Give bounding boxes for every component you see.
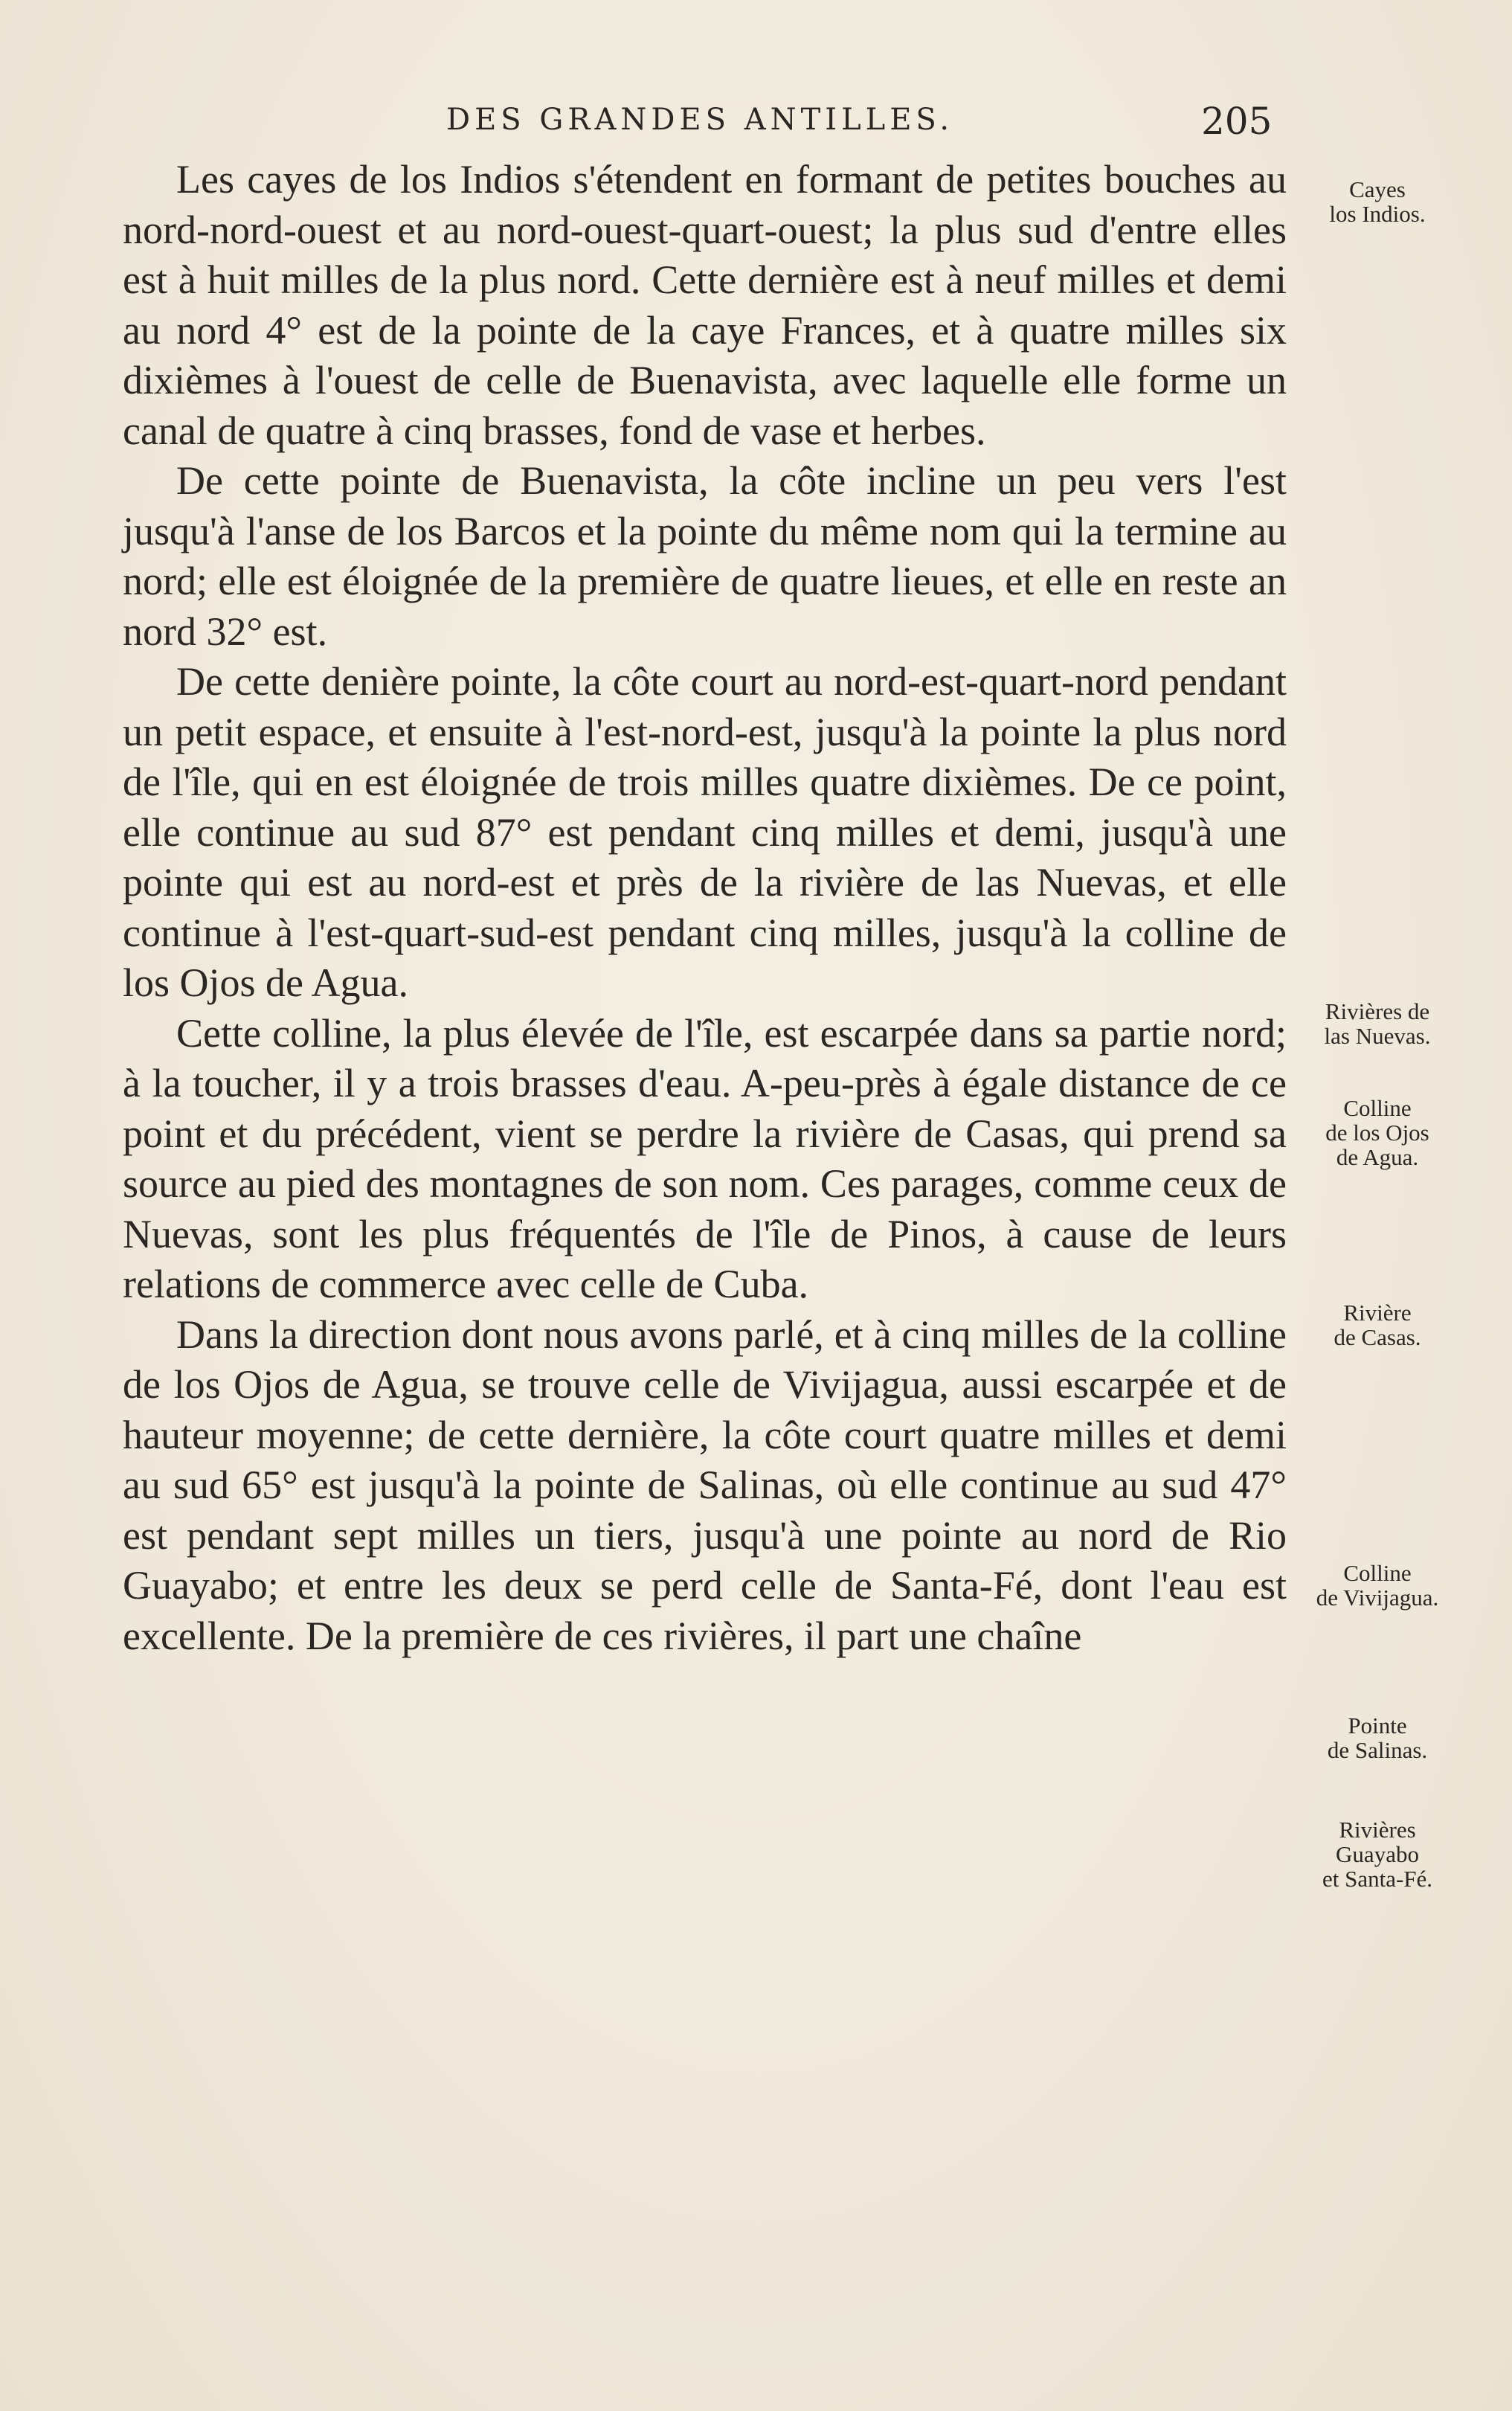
margin-note-rivieres-las-nuevas: Rivières de las Nuevas.	[1324, 998, 1431, 1049]
margin-note-pointe-salinas: Pointe de Salinas.	[1327, 1712, 1428, 1763]
margin-note-cayes-los-indios: Cayes los Indios.	[1329, 176, 1426, 227]
page-number: 205	[1201, 100, 1273, 143]
margin-note-colline-ojos-de-agua: Colline de los Ojos de Agua.	[1325, 1095, 1429, 1170]
paragraph: Les cayes de los Indios s'étendent en formant de petites bouches au nord-nord-ouest et au nord-ouest-quart-ouest; la plus sud d'entre elles est à huit milles de la plus nord. Cette dernière est à neuf milles et demi au nord 4° est de la pointe de la caye Frances, et à quatre milles six dixièmes à l'ouest de celle de Buenavista, avec laquelle elle forme un canal de quatre à cinq brasses, fond de vase et herbes.	[123, 157, 1287, 453]
margin-note-riviere-casas: Rivière de Casas.	[1334, 1300, 1421, 1350]
margin-note-rivieres-guayabo: Rivières Guayabo et Santa-Fé.	[1322, 1817, 1433, 1892]
paragraph: Cette colline, la plus élevée de l'île, est escarpée dans sa partie nord; à la toucher, il y a trois brasses d'eau. A-peu-près à égale distance de ce point et du précédent, vient se perdre la rivière de Casas, qui prend sa source au pied des montagnes de son nom. Ces parages, comme ceux de Nuevas, sont les plus fréquentés de l'île de Pinos, à cause de leurs relations de commerce avec celle de Cuba.	[123, 1010, 1287, 1306]
running-title: DES GRANDES ANTILLES.	[446, 103, 954, 137]
margin-note-colline-vivijagua: Colline de Vivijagua.	[1316, 1560, 1439, 1611]
body-text	[123, 155, 1287, 1661]
paragraph: Dans la direction dont nous avons parlé, et à cinq milles de la colline de los Ojos de Agua, se trouve celle de Vivijagua, aussi escarpée et de hauteur moyenne; de cette dernière, la côte court quatre milles et demi au sud 65° est jusqu'à la pointe de Salinas, où elle continue au sud 47° est pendant sept milles un tiers, jusqu'à une pointe au nord de Rio Guayabo; et entre les deux se perd celle de Santa-Fé, dont l'eau est excellente. De la première de ces rivières, il part une chaîne	[123, 1312, 1287, 1658]
paragraph: De cette pointe de Buenavista, la côte incline un peu vers l'est jusqu'à l'anse de los Barcos et la pointe du même nom qui la termine au nord; elle est éloignée de la première de quatre lieues, et elle en reste an nord 32° est.	[123, 458, 1287, 654]
paragraph: De cette denière pointe, la côte court au nord-est-quart-nord pendant un petit espace, et ensuite à l'est-nord-est, jusqu'à la pointe la plus nord de l'île, qui en est éloignée de trois milles quatre dixièmes. De ce point, elle continue au sud 87° est pendant cinq milles et demi, jusqu'à une pointe qui est au nord-est et près de la rivière de las Nuevas, et elle continue à l'est-quart-sud-est pendant cinq milles, jusqu'à la colline de los Ojos de Agua.	[123, 659, 1287, 1005]
